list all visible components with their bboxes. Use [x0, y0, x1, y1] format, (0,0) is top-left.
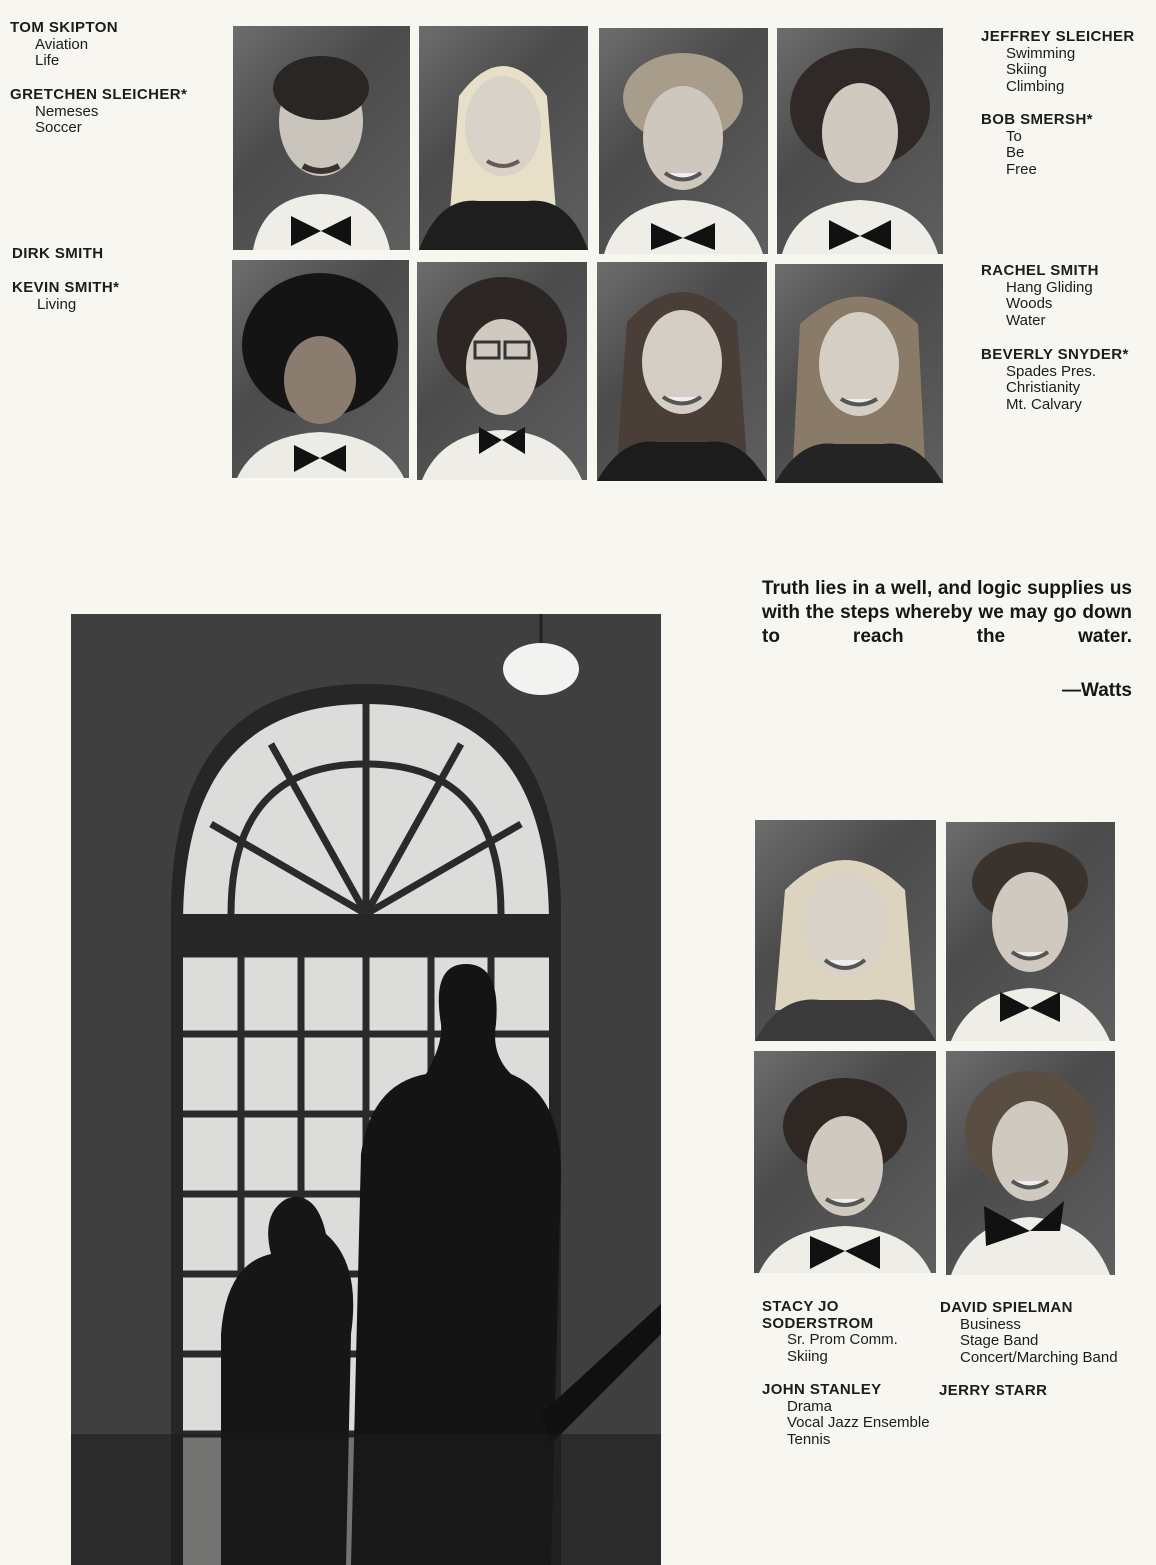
- student-entry: [939, 1383, 1047, 1400]
- portrait-photo: [599, 28, 768, 254]
- student-entry: [10, 20, 118, 70]
- student-activity: Mt. Calvary: [1006, 395, 1082, 413]
- student-activity: Tennis: [787, 1430, 831, 1448]
- student-entry: [10, 87, 187, 137]
- portrait-photo: [755, 820, 936, 1041]
- student-name: JEFFREY SLEICHER: [981, 28, 1135, 45]
- student-entry: [981, 29, 1135, 95]
- student-entry: [981, 347, 1129, 413]
- student-entry: [981, 263, 1099, 329]
- student-activity: Business: [960, 1315, 1021, 1333]
- quote-text: Truth lies in a well, and logic supplies us with the steps whereby we may go down to reach the water.: [762, 578, 1132, 647]
- student-activity: Hang Gliding: [1006, 278, 1093, 296]
- portrait-photo: [946, 822, 1115, 1041]
- portrait-photo: [777, 28, 943, 254]
- student-activity: Be: [1006, 144, 1025, 161]
- student-activity: Aviation: [35, 35, 89, 53]
- portrait-photo: [232, 260, 409, 478]
- portrait-photo: [233, 26, 410, 250]
- student-activity: Free: [1006, 160, 1037, 178]
- student-name: JOHN STANLEY: [762, 1381, 882, 1398]
- student-entry: [940, 1300, 1118, 1366]
- student-activity: Sr. Prom Comm.: [787, 1331, 898, 1348]
- student-name: DAVID SPIELMAN: [940, 1299, 1073, 1316]
- student-activity: Concert/Marching Band: [960, 1348, 1118, 1366]
- student-name: KEVIN SMITH*: [12, 279, 120, 296]
- student-activity: Drama: [787, 1397, 833, 1415]
- portrait-photo: [775, 264, 943, 483]
- student-entry: [762, 1299, 912, 1365]
- student-activity: Skiing: [787, 1347, 828, 1365]
- quote-author: —Watts: [1061, 680, 1132, 701]
- student-activity: Nemeses: [35, 102, 99, 120]
- student-activity: Soccer: [35, 119, 82, 136]
- portrait-photo: [946, 1051, 1115, 1275]
- portrait-photo: [419, 26, 588, 250]
- student-entry: [12, 280, 119, 313]
- student-name: STACY JO SODERSTROM: [762, 1298, 874, 1332]
- portrait-photo: [417, 262, 587, 480]
- student-name: JERRY STARR: [939, 1382, 1048, 1399]
- student-activity: Climbing: [1006, 77, 1065, 95]
- student-activity: Woods: [1006, 295, 1053, 312]
- student-activity: Christianity: [1006, 379, 1081, 396]
- student-activity: Vocal Jazz Ensemble: [787, 1414, 930, 1431]
- student-name: BOB SMERSH*: [981, 111, 1093, 128]
- student-activity: To: [1006, 127, 1022, 145]
- student-activity: Swimming: [1006, 44, 1076, 62]
- stairway-window-photo: [71, 614, 661, 1565]
- student-entry: [762, 1382, 930, 1448]
- student-name: DIRK SMITH: [12, 245, 104, 262]
- student-activity: Stage Band: [960, 1332, 1039, 1349]
- portrait-photo: [754, 1051, 936, 1273]
- portrait-photo: [597, 262, 767, 481]
- student-activity: Life: [35, 52, 60, 69]
- student-activity: Skiing: [1006, 61, 1047, 78]
- student-name: GRETCHEN SLEICHER*: [10, 86, 188, 103]
- student-activity: Living: [37, 295, 77, 313]
- student-entry: [12, 246, 104, 263]
- student-name: TOM SKIPTON: [10, 19, 119, 36]
- student-activity: Water: [1006, 311, 1046, 329]
- student-name: BEVERLY SNYDER*: [981, 346, 1129, 363]
- student-entry: [981, 112, 1093, 178]
- student-name: RACHEL SMITH: [981, 262, 1099, 279]
- student-activity: Spades Pres.: [1006, 362, 1097, 380]
